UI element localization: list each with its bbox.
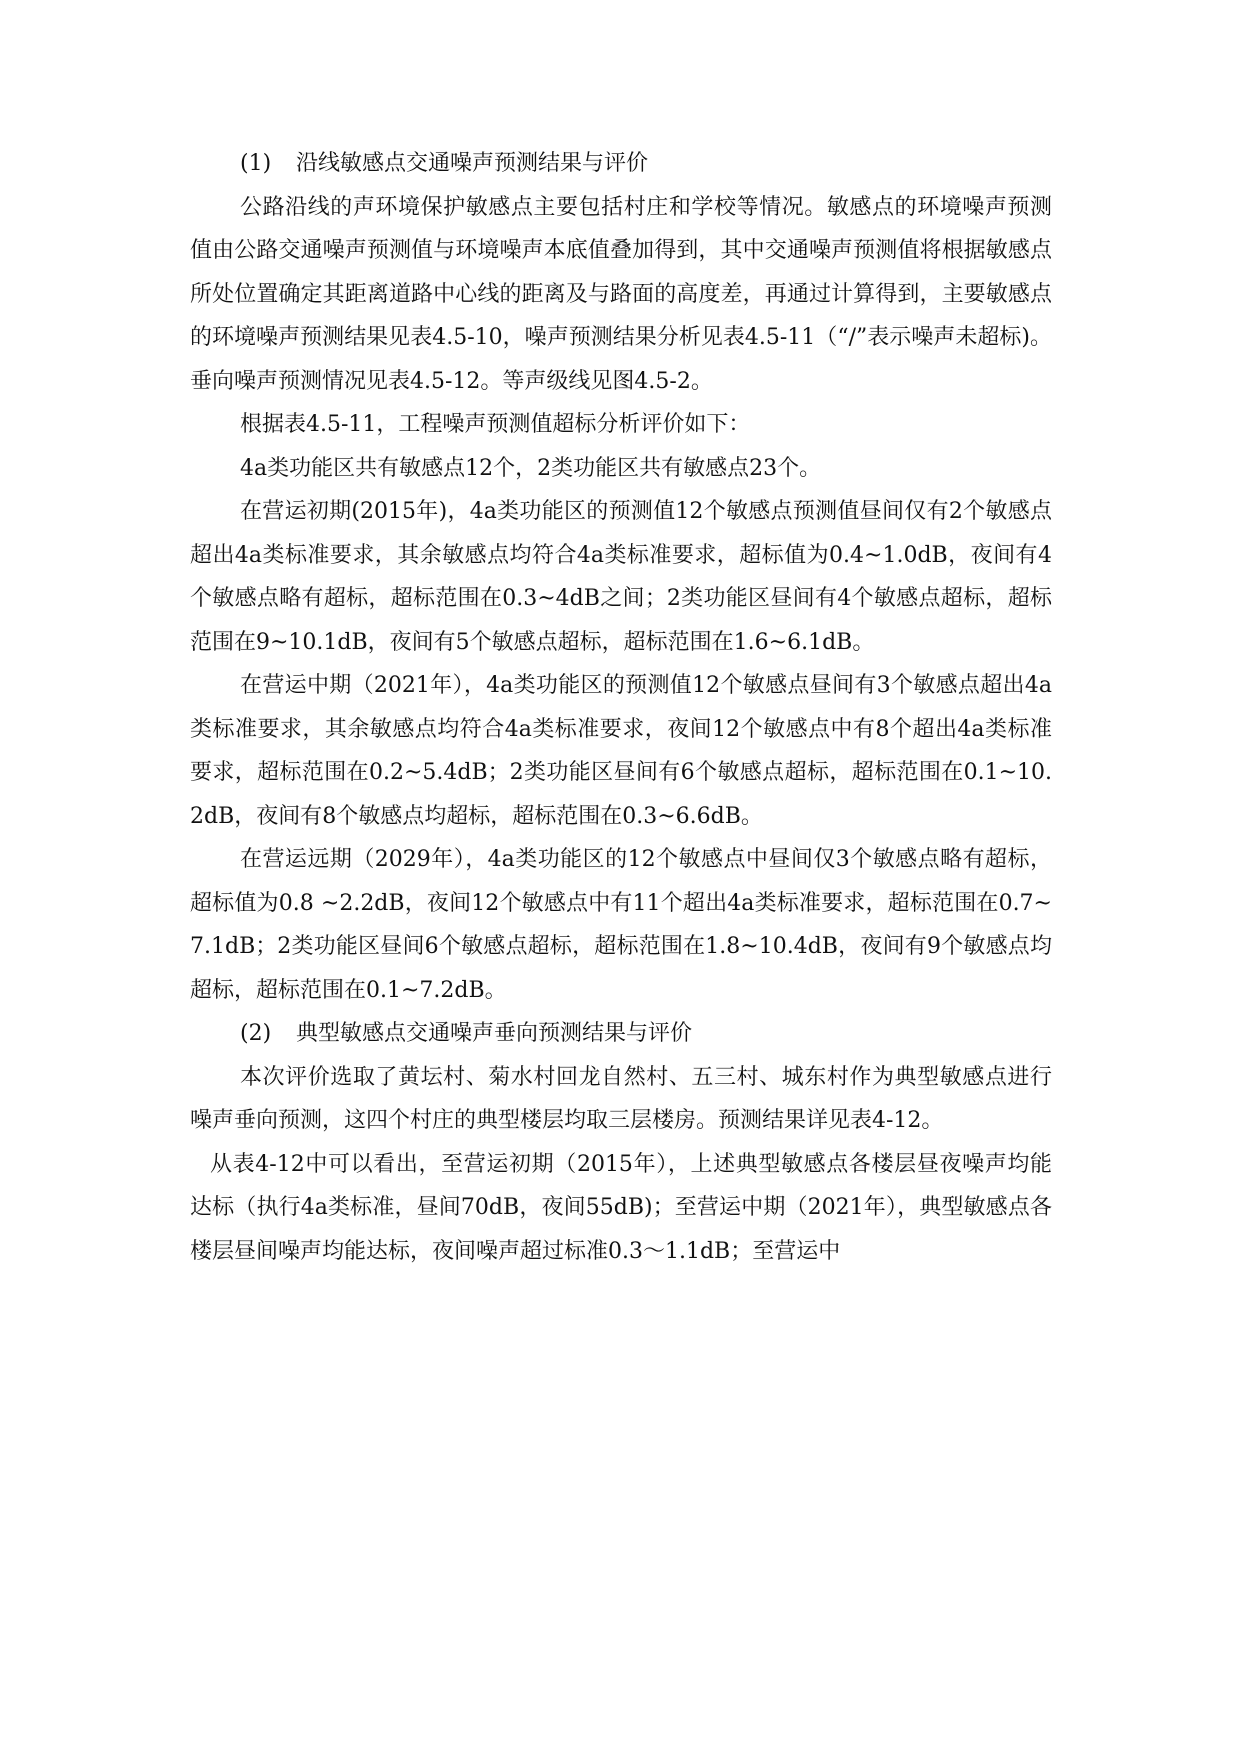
paragraph: 在营运远期（2029年），4a类功能区的12个敏感点中昼间仅3个敏感点略有超标，超标值为0.8 ~2.2dB，夜间12个敏感点中有11个超出4a类标准要求，超标范围在0.7~7.1dB；2类功能区昼间6个敏感点超标，超标范围在1.8~10.4dB，夜间有9个敏感点均超标，超标范围在0.1~7.2dB。 bbox=[190, 847, 1052, 1003]
section-title-1: 沿线敏感点交通噪声预测结果与评价 bbox=[296, 151, 649, 176]
section-number-2: (2) bbox=[240, 1021, 272, 1046]
paragraph-last: 从表4-12中可以看出，至营运初期（2015年），上述典型敏感点各楼层昼夜噪声均能达标（执行4a类标准，昼间70dB，夜间55dB)；至营运中期（2021年），典型敏感点各楼层昼间噪声均能达标，夜间噪声超过标准0.3～1.1dB；至营运中 bbox=[190, 1151, 1052, 1264]
paragraph: 4a类功能区共有敏感点12个，2类功能区共有敏感点23个。 bbox=[240, 455, 822, 481]
paragraph: 根据表4.5-11，工程噪声预测值超标分析评价如下： bbox=[240, 412, 751, 437]
paragraph: 公路沿线的声环境保护敏感点主要包括村庄和学校等情况。敏感点的环境噪声预测值由公路交通噪声预测值与环境噪声本底值叠加得到，其中交通噪声预测值将根据敏感点所处位置确定其距离道路中心线的距离及与路面的高度差，再通过计算得到，主要敏感点的环境噪声预测结果见表4.5-10，噪声预测结果分析见表4.5-11（“/”表示噪声未超标)。垂向噪声预测情况见表4.5-12。等声级线见图4.5-2。 bbox=[190, 194, 1052, 394]
paragraph: 在营运中期（2021年），4a类功能区的预测值12个敏感点昼间有3个敏感点超出4a类标准要求，其余敏感点均符合4a类标准要求，夜间12个敏感点中有8个超出4a类标准要求，超标范围在0.2~5.4dB；2类功能区昼间有6个敏感点超标，超标范围在0.1~10.2dB，夜间有8个敏感点均超标，超标范围在0.3~6.6dB。 bbox=[190, 673, 1052, 829]
section-heading-2 bbox=[190, 1012, 1052, 1056]
paragraph: 在营运初期(2015年)，4a类功能区的预测值12个敏感点预测值昼间仅有2个敏感点超出4a类标准要求，其余敏感点均符合4a类标准要求，超标值为0.4~1.0dB，夜间有4个敏感点略有超标，超标范围在0.3~4dB之间；2类功能区昼间有4个敏感点超标，超标范围在9~10.1dB，夜间有5个敏感点超标，超标范围在1.6~6.1dB。 bbox=[190, 499, 1052, 655]
section-title-2: 典型敏感点交通噪声垂向预测结果与评价 bbox=[296, 1021, 693, 1046]
paragraph: 本次评价选取了黄坛村、菊水村回龙自然村、五三村、城东村作为典型敏感点进行噪声垂向预测，这四个村庄的典型楼层均取三层楼房。预测结果详见表4-12。 bbox=[190, 1064, 1052, 1133]
document-page bbox=[190, 142, 1052, 1273]
section-heading-1 bbox=[190, 142, 1052, 186]
section-number-1: (1) bbox=[240, 151, 272, 176]
